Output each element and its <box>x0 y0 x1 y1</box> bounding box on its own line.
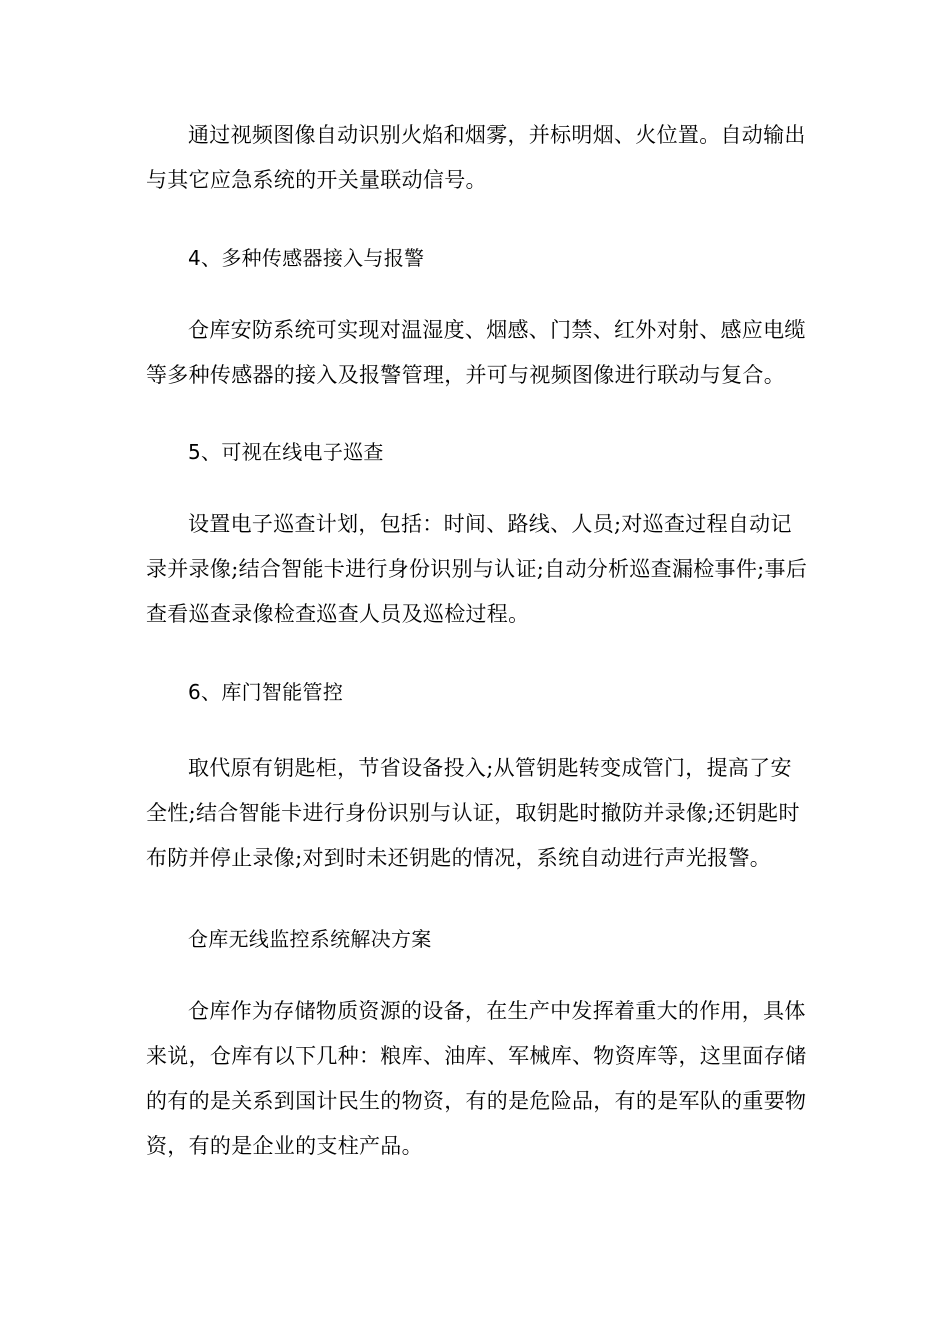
paragraph-warehouse-overview: 仓库作为存储物质资源的设备，在生产中发挥着重大的作用，具体来说，仓库有以下几种：粮库、油库、军械库、物资库等，这里面存储的有的是关系到国计民生的物资，有的是危险品，有的是军队的重要物资，有的是企业的支柱产品。 <box>146 999 807 1158</box>
paragraph-sensor-alarm: 仓库安防系统可实现对温湿度、烟感、门禁、红外对射、感应电缆等多种传感器的接入及报警管理，并可与视频图像进行联动与复合。 <box>146 318 806 387</box>
section-heading-sensor-alarm: 4、多种传感器接入与报警 <box>188 246 425 270</box>
paragraph-fire-smoke-detection: 通过视频图像自动识别火焰和烟雾，并标明烟、火位置。自动输出与其它应急系统的开关量联动信号。 <box>146 123 806 192</box>
paragraph-electronic-patrol: 设置电子巡查计划，包括：时间、路线、人员;对巡查过程自动记录并录像;结合智能卡进行身份识别与认证;自动分析巡查漏检事件;事后查看巡查录像检查巡查人员及巡检过程。 <box>146 512 808 626</box>
section-heading-electronic-patrol: 5、可视在线电子巡查 <box>188 440 384 464</box>
paragraph-door-control: 取代原有钥匙柜，节省设备投入;从管钥匙转变成管门，提高了安全性;结合智能卡进行身份识别与认证，取钥匙时撤防并录像;还钥匙时布防并停止录像;对到时未还钥匙的情况，系统自动进行声光报警。 <box>146 756 800 870</box>
section-heading-wireless-monitoring: 仓库无线监控系统解决方案 <box>188 927 432 951</box>
section-heading-door-control: 6、库门智能管控 <box>188 680 344 704</box>
